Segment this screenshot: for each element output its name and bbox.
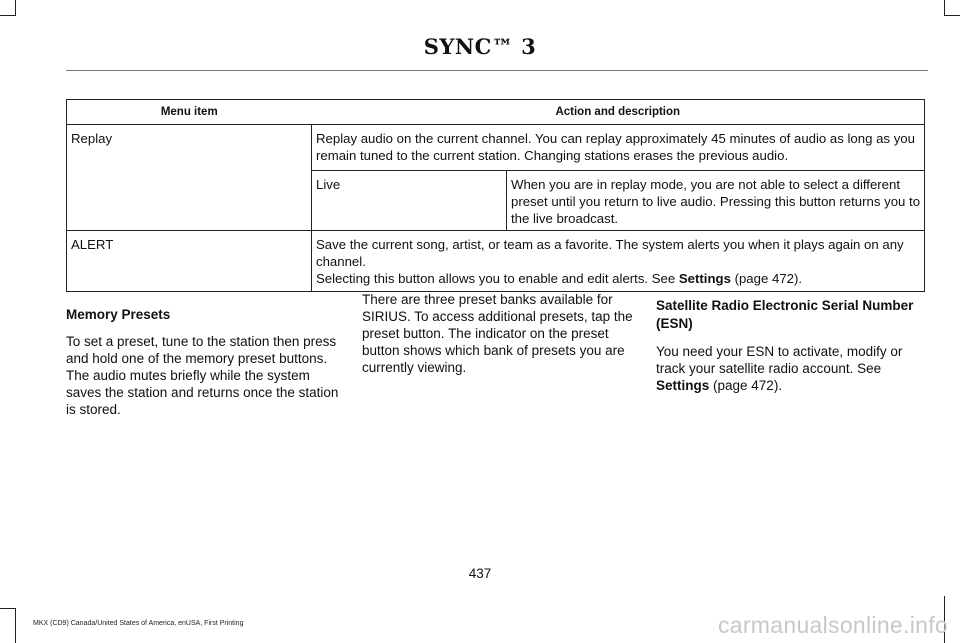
table-header-row — [67, 100, 925, 125]
page-title: SYNC™ 3 — [423, 34, 537, 59]
settings-reference-link[interactable]: Settings — [656, 378, 710, 393]
crop-mark — [944, 0, 945, 16]
description-text: Selecting this button allows you to enable and edit alerts. See — [316, 271, 679, 286]
settings-reference-link[interactable]: Settings — [678, 271, 731, 286]
column-header-action: Action and description — [312, 100, 925, 125]
sub-action-description: When you are in replay mode, you are not able to select a different preset until you return to live audio. Pressing this button returns you to the live broadcast. — [511, 177, 921, 226]
action-description-line2 — [316, 270, 920, 287]
crop-mark — [0, 15, 16, 16]
nested-row — [312, 171, 924, 230]
menu-item-cell: ALERT — [67, 231, 312, 292]
crop-mark — [944, 15, 960, 16]
watermark: carmanualsonline.info — [717, 612, 948, 638]
action-cell — [312, 231, 925, 292]
section-heading: Satellite Radio Electronic Serial Number (ESN) — [656, 298, 914, 331]
footer-print-info: MKX (CD9) Canada/United States of America, enUSA, First Printing — [33, 620, 244, 627]
action-description: Save the current song, artist, or team as a favorite. The system alerts you when it plays again on any channel. — [316, 237, 904, 269]
section-text: To set a preset, tune to the station then press and hold one of the memory preset buttons. The audio mutes briefly while the system saves the station and returns once the station is stored. — [66, 334, 339, 417]
header-divider — [66, 70, 928, 71]
column-header-menu-item: Menu item — [67, 100, 312, 125]
page-number: 437 — [468, 566, 492, 581]
menu-item-cell: Replay — [67, 125, 312, 231]
section-text: There are three preset banks available for SIRIUS. To access additional presets, tap the preset button. The indicator on the preset button shows which bank of presets you are currently viewing. — [362, 292, 633, 375]
table-row — [67, 231, 925, 292]
table-row — [67, 125, 925, 231]
column-preset-banks — [362, 291, 640, 376]
crop-mark — [15, 608, 16, 643]
nested-table — [312, 171, 924, 230]
sub-menu-item: Live — [312, 171, 507, 230]
section-text — [656, 343, 928, 394]
crop-mark — [15, 0, 16, 16]
action-description: Replay audio on the current channel. You can replay approximately 45 minutes of audio as long as you remain tuned to the current station. Changing stations erases the previous audio. — [312, 125, 924, 171]
column-satellite-esn — [656, 297, 928, 394]
section-heading: Memory Presets — [66, 307, 171, 322]
crop-mark — [0, 608, 16, 609]
esn-description: You need your ESN to activate, modify or track your satellite radio account. See — [656, 344, 903, 376]
page-reference: (page 472). — [730, 271, 803, 286]
column-memory-presets — [66, 306, 344, 418]
action-cell — [312, 125, 925, 231]
page-reference: (page 472). — [709, 378, 783, 393]
menu-table — [66, 99, 925, 292]
